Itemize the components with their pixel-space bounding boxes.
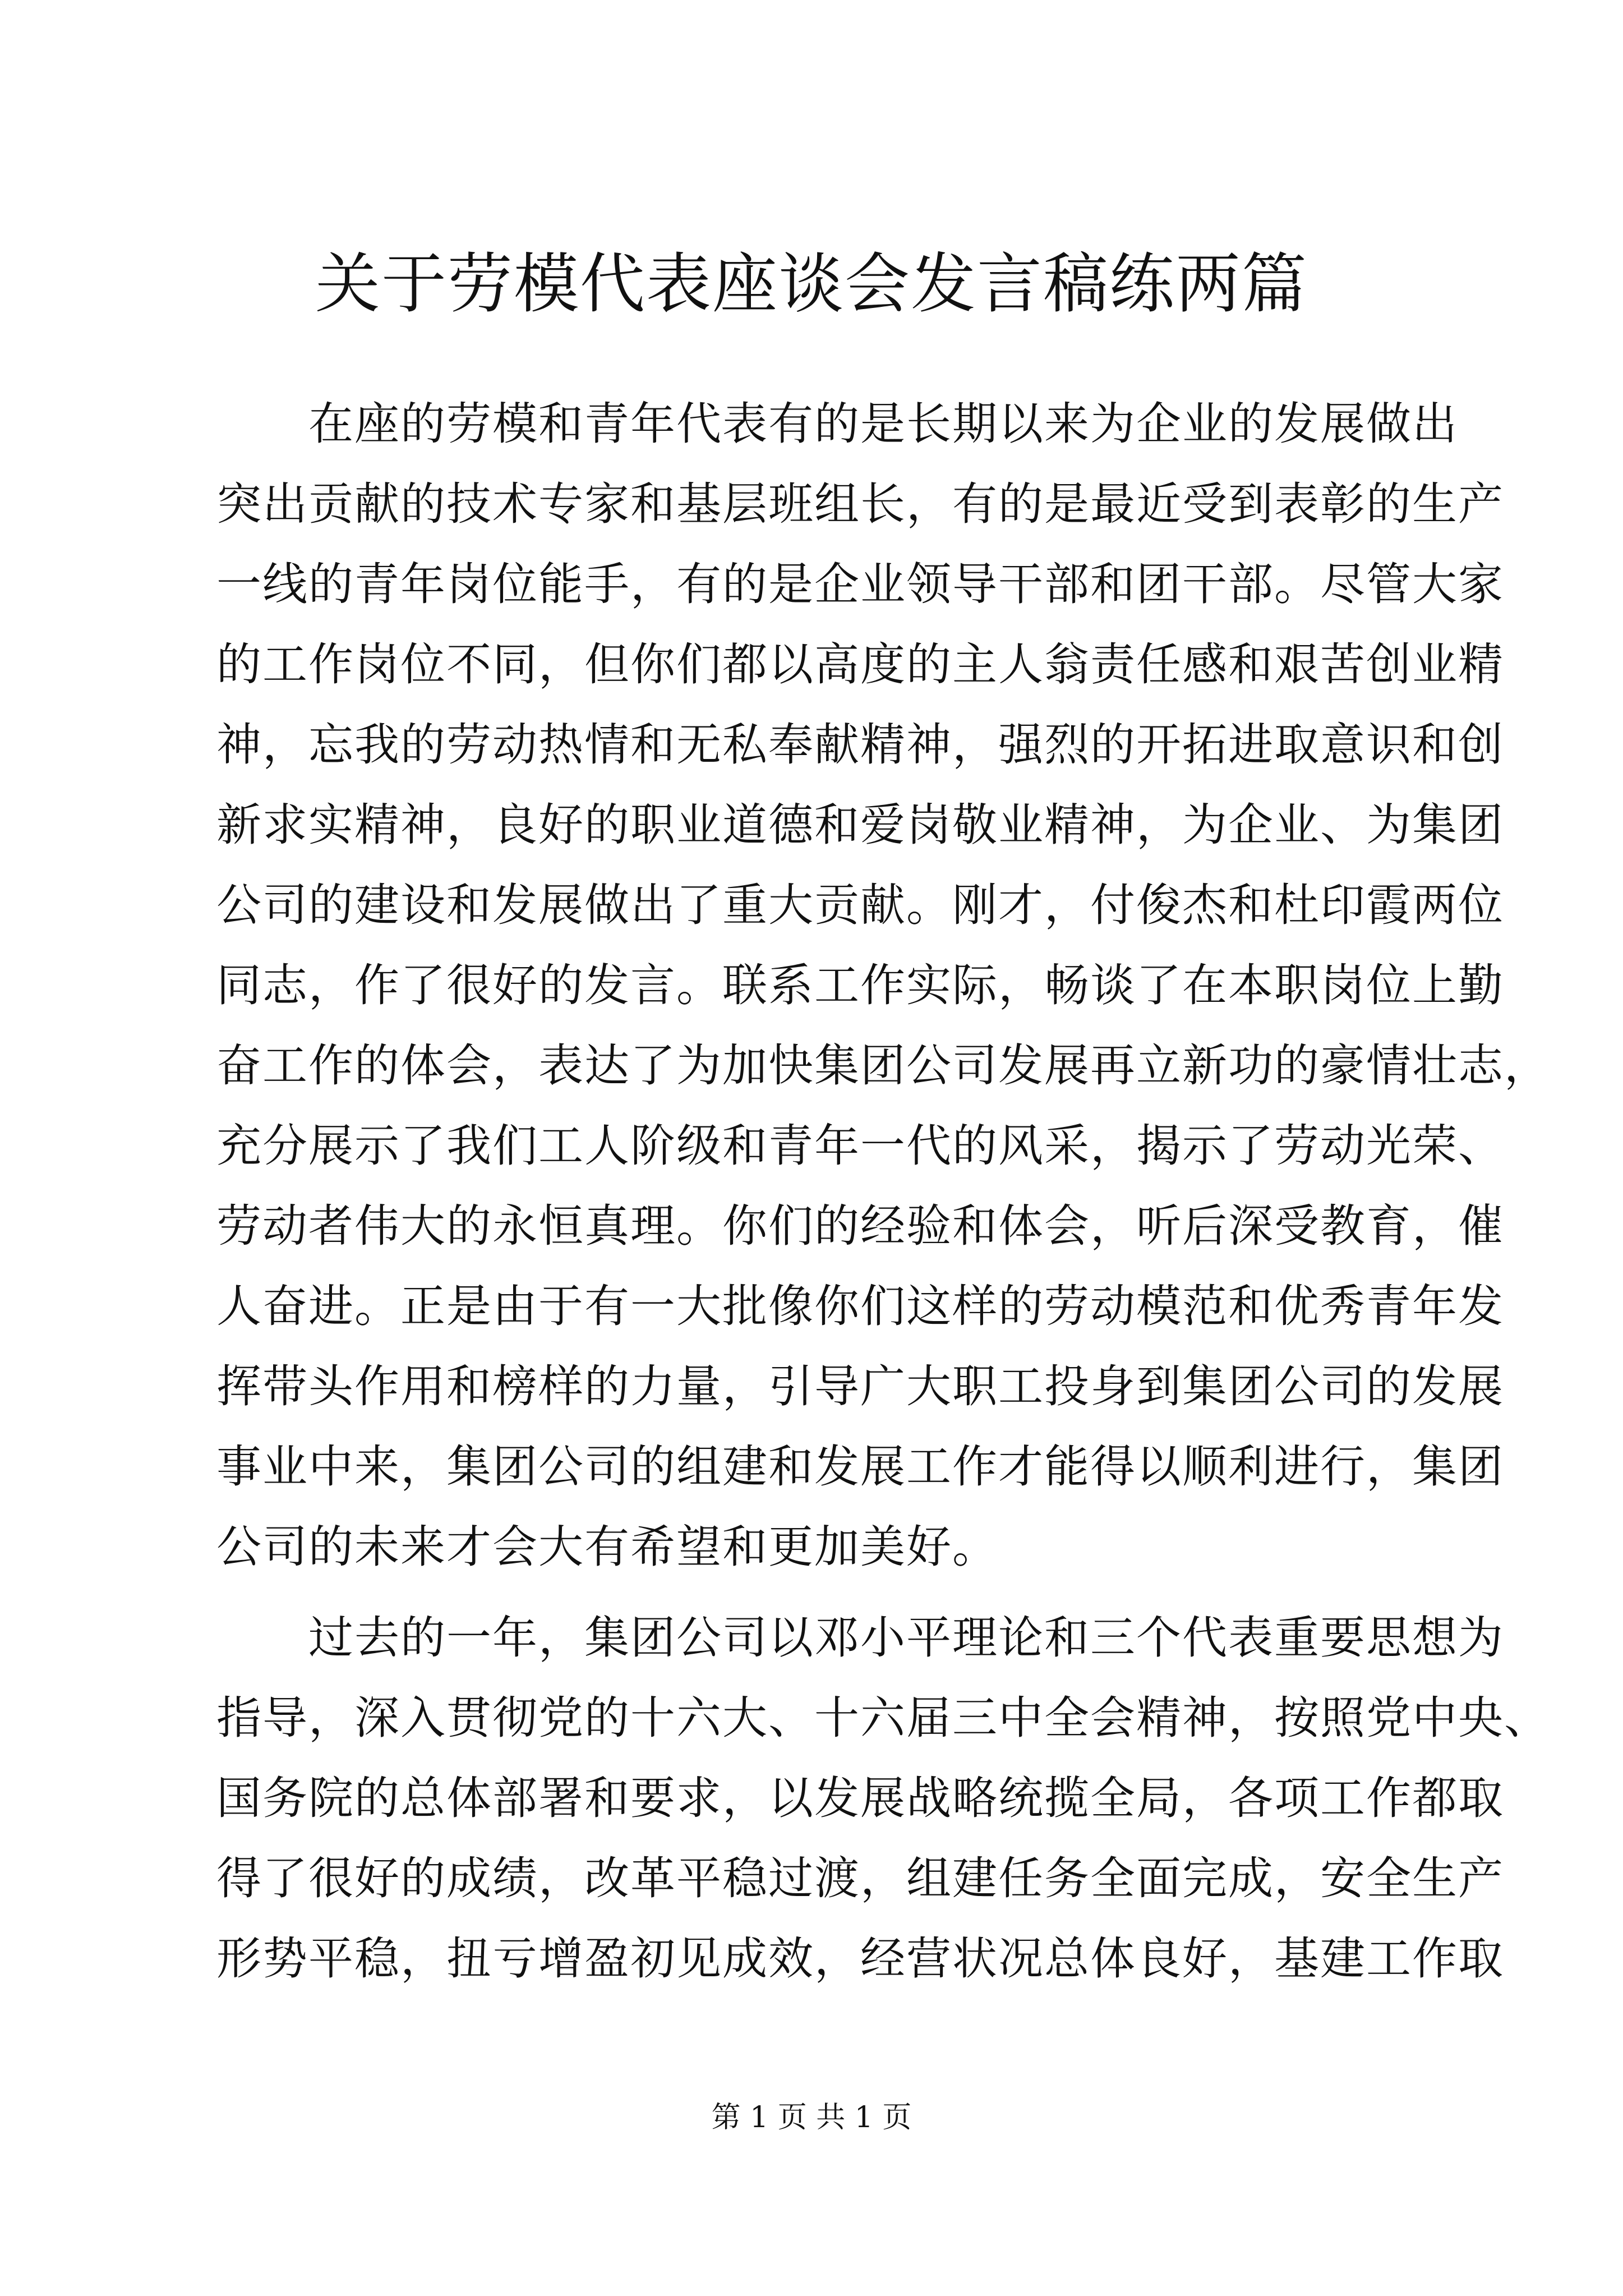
paragraph-line: 得了很好的成绩，改革平稳过渡，组建任务全面完成，安全生产 [216,1852,1504,1904]
paragraph-line: 在座的劳模和青年代表有的是长期以来为企业的发展做出 [308,398,1458,450]
document-body [216,384,1550,1999]
paragraph-line: 指导，深入贯彻党的十六大、十六届三中全会精神，按照党中央、 [216,1692,1550,1744]
paragraph-line: 神，忘我的劳动热情和无私奉献精神，强烈的开拓进取意识和创 [216,719,1504,771]
paragraph-spacer [216,1587,1433,1598]
paragraph-line: 过去的一年，集团公司以邓小平理论和三个代表重要思想为 [308,1612,1504,1664]
paragraph-line: 形势平稳，扭亏增盈初见成效，经营状况总体良好，基建工作取 [216,1932,1504,1985]
paragraph-line: 公司的建设和发展做出了重大贡献。刚才，付俊杰和杜印霞两位 [216,879,1504,931]
paragraph-line: 突出贡献的技术专家和基层班组长，有的是最近受到表彰的生产 [216,478,1504,530]
paragraph-line: 公司的未来才会大有希望和更加美好。 [216,1521,998,1573]
document-title: 关于劳模代表座谈会发言稿练两篇 [315,246,1308,322]
paragraph-line: 的工作岗位不同，但你们都以高度的主人翁责任感和艰苦创业精 [216,638,1504,691]
paragraph-line: 劳动者伟大的永恒真理。你们的经验和体会，听后深受教育，催 [216,1200,1504,1252]
paragraph-line: 奋工作的体会，表达了为加快集团公司发展再立新功的豪情壮志， [216,1039,1550,1092]
paragraph-line: 事业中来，集团公司的组建和发展工作才能得以顺利进行，集团 [216,1441,1504,1493]
paragraph-line: 充分展示了我们工人阶级和青年一代的风采，揭示了劳动光荣、 [216,1120,1504,1172]
paragraph-line: 新求实精神，良好的职业道德和爱岗敬业精神，为企业、为集团 [216,799,1504,851]
paragraph-line: 一线的青年岗位能手，有的是企业领导干部和团干部。尽管大家 [216,558,1504,610]
paragraph-line: 挥带头作用和榜样的力量，引导广大职工投身到集团公司的发展 [216,1360,1504,1412]
paragraph-line: 国务院的总体部署和要求，以发展战略统揽全局，各项工作都取 [216,1772,1504,1824]
page-footer: 第 1 页 共 1 页 [711,2101,912,2134]
paragraph-line: 同志，作了很好的发言。联系工作实际，畅谈了在本职岗位上勤 [216,959,1504,1011]
paragraph-line: 人奋进。正是由于有一大批像你们这样的劳动模范和优秀青年发 [216,1280,1504,1332]
paragraph [216,384,1550,1587]
paragraph [216,1598,1550,1999]
